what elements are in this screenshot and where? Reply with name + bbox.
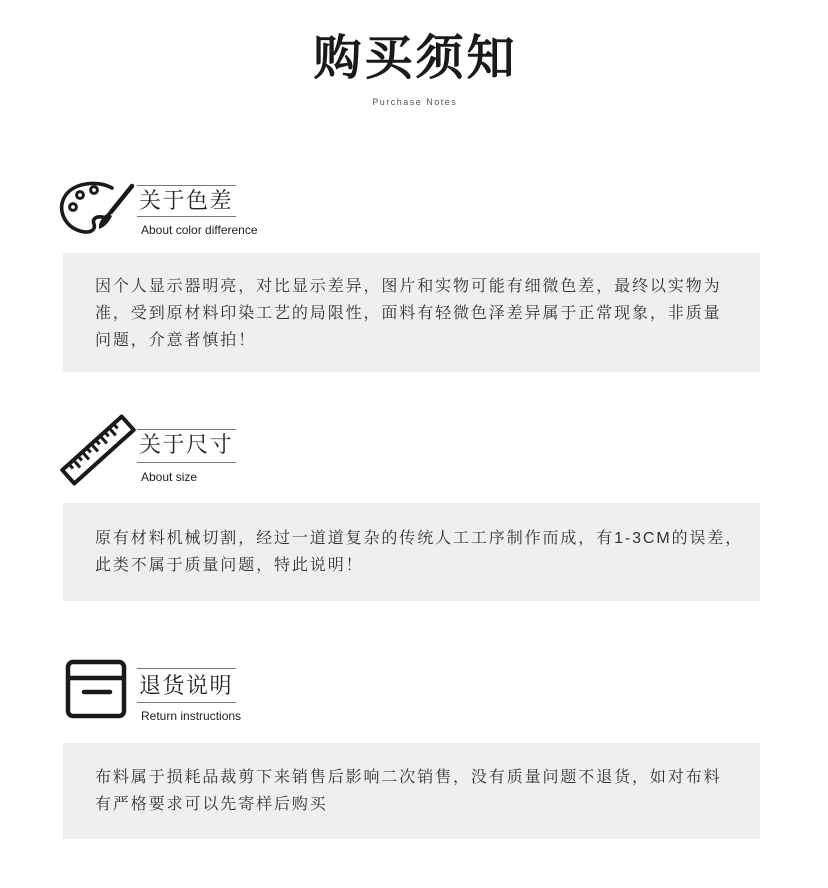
heading-bottom-divider (137, 702, 236, 703)
ruler-icon (60, 414, 136, 486)
box-outline (68, 662, 124, 716)
section-subtitle: About color difference (141, 223, 258, 237)
heading-bottom-divider (137, 462, 236, 463)
section-subtitle: Return instructions (141, 709, 242, 723)
text-line: 准，受到原材料印染工艺的局限性，面料有轻微色泽差异属于正常现象，非质量 (95, 304, 722, 322)
section-subtitle: About size (141, 470, 198, 484)
text-line: 因个人显示器明亮，对比显示差异，图片和实物可能有细微色差，最终以实物为 (95, 277, 722, 295)
text-line: 问题，介意者慎拍！ (95, 331, 257, 349)
heading-top-divider (137, 185, 236, 186)
text-panel (63, 743, 760, 839)
section-title: 退货说明 (139, 673, 234, 698)
paint-spot (91, 187, 98, 194)
palette-icon (58, 176, 136, 238)
brush-handle (111, 186, 132, 212)
page-subtitle: Purchase Notes (372, 97, 458, 107)
text-line: 有严格要求可以先寄样后购买 (95, 795, 328, 813)
heading-bottom-divider (137, 216, 236, 217)
page-title: 购买须知 (313, 30, 518, 86)
heading-top-divider (137, 429, 236, 430)
paint-spot (70, 204, 77, 211)
text-line: 此类不属于质量问题，特此说明！ (95, 556, 364, 574)
paint-spot (77, 192, 84, 199)
section-title: 关于尺寸 (139, 432, 234, 457)
text-panel (63, 253, 760, 372)
text-line: 布料属于损耗品裁剪下来销售后影响二次销售，没有质量问题不退货，如对布料 (95, 768, 722, 786)
text-line: 原有材料机械切割，经过一道道复杂的传统人工工序制作而成，有1-3CM的误差， (95, 529, 744, 547)
section-title: 关于色差 (139, 188, 234, 213)
box-icon (64, 658, 128, 720)
text-panel (63, 503, 760, 601)
heading-top-divider (137, 668, 236, 669)
